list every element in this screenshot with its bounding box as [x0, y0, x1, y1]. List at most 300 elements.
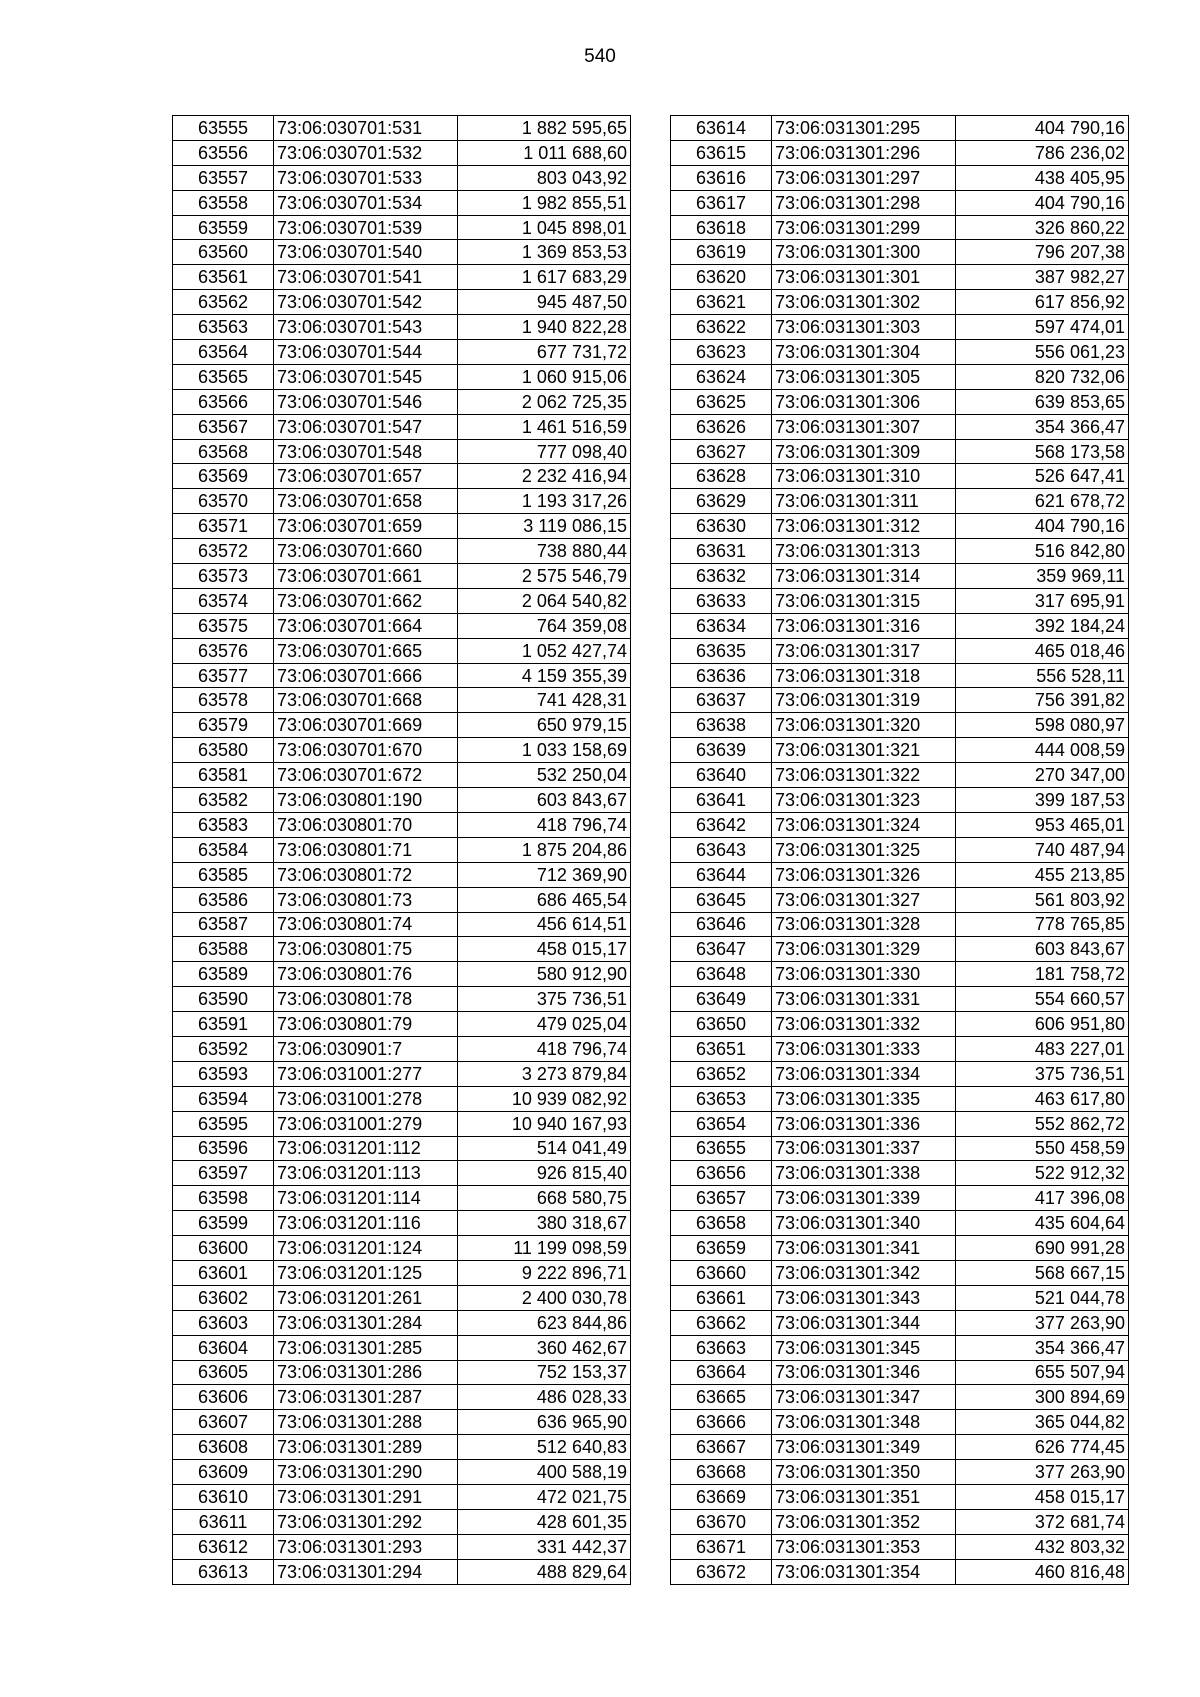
- table-row: [173, 1211, 631, 1236]
- value-cell: 521 044,78: [956, 1285, 1129, 1310]
- table-row: [671, 116, 1129, 141]
- cadastral-number-cell: 73:06:030701:546: [274, 389, 458, 414]
- value-cell: 752 153,37: [458, 1360, 631, 1385]
- row-number-cell: 63630: [671, 514, 772, 539]
- table-row: [671, 1335, 1129, 1360]
- value-cell: 444 008,59: [956, 738, 1129, 763]
- table-row: [671, 1310, 1129, 1335]
- cadastral-number-cell: 73:06:031301:319: [772, 688, 956, 713]
- row-number-cell: 63599: [173, 1211, 274, 1236]
- row-number-cell: 63611: [173, 1509, 274, 1534]
- cadastral-number-cell: 73:06:031301:312: [772, 514, 956, 539]
- cadastral-number-cell: 73:06:031301:320: [772, 713, 956, 738]
- cadastral-number-cell: 73:06:031301:294: [274, 1559, 458, 1584]
- cadastral-number-cell: 73:06:031301:290: [274, 1460, 458, 1485]
- cadastral-number-cell: 73:06:031301:328: [772, 912, 956, 937]
- table-row: [671, 1012, 1129, 1037]
- row-number-cell: 63561: [173, 265, 274, 290]
- table-row: [671, 190, 1129, 215]
- cadastral-number-cell: 73:06:031301:299: [772, 215, 956, 240]
- table-row: [173, 489, 631, 514]
- cadastral-number-cell: 73:06:030701:664: [274, 613, 458, 638]
- row-number-cell: 63637: [671, 688, 772, 713]
- cadastral-number-cell: 73:06:030701:668: [274, 688, 458, 713]
- cadastral-number-cell: 73:06:031301:291: [274, 1484, 458, 1509]
- cadastral-number-cell: 73:06:031301:317: [772, 638, 956, 663]
- cadastral-number-cell: 73:06:031301:303: [772, 315, 956, 340]
- row-number-cell: 63626: [671, 414, 772, 439]
- row-number-cell: 63652: [671, 1061, 772, 1086]
- row-number-cell: 63575: [173, 613, 274, 638]
- table-row: [173, 414, 631, 439]
- value-cell: 1 369 853,53: [458, 240, 631, 265]
- value-cell: 764 359,08: [458, 613, 631, 638]
- table-row: [173, 215, 631, 240]
- row-number-cell: 63647: [671, 937, 772, 962]
- cadastral-number-cell: 73:06:031201:113: [274, 1161, 458, 1186]
- table-row: [671, 464, 1129, 489]
- table-row: [173, 962, 631, 987]
- table-row: [671, 140, 1129, 165]
- cadastral-number-cell: 73:06:031301:304: [772, 340, 956, 365]
- cadastral-number-cell: 73:06:031301:302: [772, 290, 956, 315]
- table-row: [173, 862, 631, 887]
- table-row: [173, 788, 631, 813]
- table-row: [173, 116, 631, 141]
- table-row: [671, 165, 1129, 190]
- table-row: [671, 862, 1129, 887]
- row-number-cell: 63598: [173, 1186, 274, 1211]
- cadastral-number-cell: 73:06:031301:287: [274, 1385, 458, 1410]
- row-number-cell: 63670: [671, 1509, 772, 1534]
- cadastral-number-cell: 73:06:031201:112: [274, 1136, 458, 1161]
- value-cell: 945 487,50: [458, 290, 631, 315]
- value-cell: 432 803,32: [956, 1534, 1129, 1559]
- row-number-cell: 63592: [173, 1036, 274, 1061]
- table-row: [173, 987, 631, 1012]
- table-row: [173, 1509, 631, 1534]
- value-cell: 417 396,08: [956, 1186, 1129, 1211]
- row-number-cell: 63616: [671, 165, 772, 190]
- value-cell: 668 580,75: [458, 1186, 631, 1211]
- value-cell: 778 765,85: [956, 912, 1129, 937]
- value-cell: 598 080,97: [956, 713, 1129, 738]
- table-row: [173, 1435, 631, 1460]
- row-number-cell: 63596: [173, 1136, 274, 1161]
- row-number-cell: 63568: [173, 439, 274, 464]
- value-cell: 354 366,47: [956, 1335, 1129, 1360]
- page-number: 540: [584, 46, 616, 67]
- cadastral-number-cell: 73:06:031301:353: [772, 1534, 956, 1559]
- row-number-cell: 63601: [173, 1260, 274, 1285]
- cadastral-number-cell: 73:06:031201:125: [274, 1260, 458, 1285]
- row-number-cell: 63570: [173, 489, 274, 514]
- table-row: [173, 763, 631, 788]
- row-number-cell: 63656: [671, 1161, 772, 1186]
- row-number-cell: 63627: [671, 439, 772, 464]
- row-number-cell: 63606: [173, 1385, 274, 1410]
- cadastral-number-cell: 73:06:031301:323: [772, 788, 956, 813]
- value-cell: 526 647,41: [956, 464, 1129, 489]
- row-number-cell: 63588: [173, 937, 274, 962]
- row-number-cell: 63643: [671, 837, 772, 862]
- cadastral-number-cell: 73:06:031301:333: [772, 1036, 956, 1061]
- table-row: [671, 265, 1129, 290]
- table-row: [671, 489, 1129, 514]
- value-cell: 404 790,16: [956, 514, 1129, 539]
- table-row: [671, 613, 1129, 638]
- row-number-cell: 63562: [173, 290, 274, 315]
- table-row: [173, 738, 631, 763]
- row-number-cell: 63619: [671, 240, 772, 265]
- cadastral-number-cell: 73:06:031301:332: [772, 1012, 956, 1037]
- value-cell: 1 617 683,29: [458, 265, 631, 290]
- cadastral-number-cell: 73:06:031301:322: [772, 763, 956, 788]
- value-cell: 2 062 725,35: [458, 389, 631, 414]
- value-cell: 11 199 098,59: [458, 1236, 631, 1261]
- value-cell: 512 640,83: [458, 1435, 631, 1460]
- table-row: [173, 887, 631, 912]
- cadastral-number-cell: 73:06:031301:300: [772, 240, 956, 265]
- cadastral-number-cell: 73:06:031001:278: [274, 1086, 458, 1111]
- table-row: [671, 439, 1129, 464]
- cadastral-number-cell: 73:06:030801:70: [274, 812, 458, 837]
- value-cell: 300 894,69: [956, 1385, 1129, 1410]
- value-cell: 458 015,17: [956, 1484, 1129, 1509]
- row-number-cell: 63566: [173, 389, 274, 414]
- value-cell: 418 796,74: [458, 1036, 631, 1061]
- table-row: [173, 1260, 631, 1285]
- cadastral-number-cell: 73:06:030801:190: [274, 788, 458, 813]
- cadastral-number-cell: 73:06:031301:284: [274, 1310, 458, 1335]
- row-number-cell: 63590: [173, 987, 274, 1012]
- value-cell: 712 369,90: [458, 862, 631, 887]
- cadastral-number-cell: 73:06:031301:346: [772, 1360, 956, 1385]
- cadastral-number-cell: 73:06:030801:78: [274, 987, 458, 1012]
- table-row: [671, 215, 1129, 240]
- cadastral-number-cell: 73:06:031301:345: [772, 1335, 956, 1360]
- cadastral-number-cell: 73:06:031301:340: [772, 1211, 956, 1236]
- row-number-cell: 63604: [173, 1335, 274, 1360]
- cadastral-number-cell: 73:06:031301:315: [772, 588, 956, 613]
- row-number-cell: 63632: [671, 564, 772, 589]
- value-cell: 556 528,11: [956, 663, 1129, 688]
- row-number-cell: 63635: [671, 638, 772, 663]
- table-row: [671, 290, 1129, 315]
- table-row: [671, 1136, 1129, 1161]
- row-number-cell: 63629: [671, 489, 772, 514]
- cadastral-number-cell: 73:06:031301:285: [274, 1335, 458, 1360]
- cadastral-number-cell: 73:06:031301:335: [772, 1086, 956, 1111]
- value-cell: 392 184,24: [956, 613, 1129, 638]
- row-number-cell: 63593: [173, 1061, 274, 1086]
- table-row: [173, 1410, 631, 1435]
- table-row: [173, 937, 631, 962]
- cadastral-number-cell: 73:06:031301:348: [772, 1410, 956, 1435]
- cadastral-number-cell: 73:06:031301:313: [772, 539, 956, 564]
- cadastral-number-cell: 73:06:030701:665: [274, 638, 458, 663]
- row-number-cell: 63595: [173, 1111, 274, 1136]
- cadastral-number-cell: 73:06:030801:72: [274, 862, 458, 887]
- cadastral-number-cell: 73:06:030701:657: [274, 464, 458, 489]
- table-row: [671, 1410, 1129, 1435]
- row-number-cell: 63564: [173, 340, 274, 365]
- value-cell: 1 045 898,01: [458, 215, 631, 240]
- value-cell: 1 060 915,06: [458, 364, 631, 389]
- row-number-cell: 63640: [671, 763, 772, 788]
- table-row: [671, 1086, 1129, 1111]
- cadastral-number-cell: 73:06:031301:296: [772, 140, 956, 165]
- table-row: [671, 1211, 1129, 1236]
- row-number-cell: 63582: [173, 788, 274, 813]
- value-cell: 365 044,82: [956, 1410, 1129, 1435]
- row-number-cell: 63614: [671, 116, 772, 141]
- registry-table-left-body: [173, 116, 631, 1585]
- row-number-cell: 63663: [671, 1335, 772, 1360]
- cadastral-number-cell: 73:06:031301:343: [772, 1285, 956, 1310]
- table-row: [173, 1161, 631, 1186]
- table-row: [173, 1236, 631, 1261]
- table-row: [671, 1484, 1129, 1509]
- value-cell: 438 405,95: [956, 165, 1129, 190]
- value-cell: 568 173,58: [956, 439, 1129, 464]
- table-row: [173, 464, 631, 489]
- value-cell: 597 474,01: [956, 315, 1129, 340]
- row-number-cell: 63658: [671, 1211, 772, 1236]
- row-number-cell: 63662: [671, 1310, 772, 1335]
- cadastral-number-cell: 73:06:030801:79: [274, 1012, 458, 1037]
- table-row: [173, 588, 631, 613]
- row-number-cell: 63613: [173, 1559, 274, 1584]
- table-row: [671, 937, 1129, 962]
- table-row: [671, 1435, 1129, 1460]
- table-row: [173, 340, 631, 365]
- value-cell: 486 028,33: [458, 1385, 631, 1410]
- table-row: [173, 638, 631, 663]
- value-cell: 326 860,22: [956, 215, 1129, 240]
- value-cell: 460 816,48: [956, 1559, 1129, 1584]
- cadastral-number-cell: 73:06:030701:543: [274, 315, 458, 340]
- cadastral-number-cell: 73:06:031301:341: [772, 1236, 956, 1261]
- value-cell: 483 227,01: [956, 1036, 1129, 1061]
- row-number-cell: 63624: [671, 364, 772, 389]
- row-number-cell: 63646: [671, 912, 772, 937]
- table-row: [173, 1385, 631, 1410]
- row-number-cell: 63655: [671, 1136, 772, 1161]
- row-number-cell: 63668: [671, 1460, 772, 1485]
- row-number-cell: 63645: [671, 887, 772, 912]
- row-number-cell: 63617: [671, 190, 772, 215]
- value-cell: 400 588,19: [458, 1460, 631, 1485]
- value-cell: 1 193 317,26: [458, 489, 631, 514]
- row-number-cell: 63557: [173, 165, 274, 190]
- cadastral-number-cell: 73:06:030701:548: [274, 439, 458, 464]
- table-row: [671, 763, 1129, 788]
- table-row: [671, 1036, 1129, 1061]
- cadastral-number-cell: 73:06:030701:659: [274, 514, 458, 539]
- value-cell: 4 159 355,39: [458, 663, 631, 688]
- value-cell: 1 033 158,69: [458, 738, 631, 763]
- value-cell: 317 695,91: [956, 588, 1129, 613]
- row-number-cell: 63567: [173, 414, 274, 439]
- table-row: [671, 1559, 1129, 1584]
- row-number-cell: 63586: [173, 887, 274, 912]
- cadastral-number-cell: 73:06:030701:660: [274, 539, 458, 564]
- value-cell: 375 736,51: [956, 1061, 1129, 1086]
- table-row: [173, 1460, 631, 1485]
- value-cell: 561 803,92: [956, 887, 1129, 912]
- value-cell: 377 263,90: [956, 1310, 1129, 1335]
- cadastral-number-cell: 73:06:031301:316: [772, 613, 956, 638]
- cadastral-number-cell: 73:06:031301:324: [772, 812, 956, 837]
- table-row: [173, 613, 631, 638]
- value-cell: 556 061,23: [956, 340, 1129, 365]
- table-row: [173, 1012, 631, 1037]
- table-row: [671, 588, 1129, 613]
- value-cell: 270 347,00: [956, 763, 1129, 788]
- value-cell: 741 428,31: [458, 688, 631, 713]
- row-number-cell: 63577: [173, 663, 274, 688]
- value-cell: 626 774,45: [956, 1435, 1129, 1460]
- value-cell: 404 790,16: [956, 190, 1129, 215]
- value-cell: 621 678,72: [956, 489, 1129, 514]
- value-cell: 455 213,85: [956, 862, 1129, 887]
- cadastral-number-cell: 73:06:030901:7: [274, 1036, 458, 1061]
- value-cell: 1 882 595,65: [458, 116, 631, 141]
- cadastral-number-cell: 73:06:031301:349: [772, 1435, 956, 1460]
- value-cell: 418 796,74: [458, 812, 631, 837]
- value-cell: 1 940 822,28: [458, 315, 631, 340]
- row-number-cell: 63578: [173, 688, 274, 713]
- value-cell: 603 843,67: [956, 937, 1129, 962]
- table-row: [671, 738, 1129, 763]
- value-cell: 3 273 879,84: [458, 1061, 631, 1086]
- table-row: [671, 1285, 1129, 1310]
- value-cell: 2 400 030,78: [458, 1285, 631, 1310]
- row-number-cell: 63587: [173, 912, 274, 937]
- row-number-cell: 63651: [671, 1036, 772, 1061]
- value-cell: 677 731,72: [458, 340, 631, 365]
- row-number-cell: 63597: [173, 1161, 274, 1186]
- cadastral-number-cell: 73:06:031301:337: [772, 1136, 956, 1161]
- cadastral-number-cell: 73:06:031301:289: [274, 1435, 458, 1460]
- table-row: [671, 364, 1129, 389]
- cadastral-number-cell: 73:06:031201:261: [274, 1285, 458, 1310]
- value-cell: 738 880,44: [458, 539, 631, 564]
- row-number-cell: 63558: [173, 190, 274, 215]
- value-cell: 458 015,17: [458, 937, 631, 962]
- value-cell: 181 758,72: [956, 962, 1129, 987]
- table-row: [173, 514, 631, 539]
- row-number-cell: 63671: [671, 1534, 772, 1559]
- value-cell: 532 250,04: [458, 763, 631, 788]
- row-number-cell: 63610: [173, 1484, 274, 1509]
- value-cell: 803 043,92: [458, 165, 631, 190]
- cadastral-number-cell: 73:06:030801:76: [274, 962, 458, 987]
- value-cell: 690 991,28: [956, 1236, 1129, 1261]
- value-cell: 926 815,40: [458, 1161, 631, 1186]
- row-number-cell: 63589: [173, 962, 274, 987]
- value-cell: 428 601,35: [458, 1509, 631, 1534]
- value-cell: 10 940 167,93: [458, 1111, 631, 1136]
- row-number-cell: 63649: [671, 987, 772, 1012]
- table-row: [671, 564, 1129, 589]
- row-number-cell: 63659: [671, 1236, 772, 1261]
- cadastral-number-cell: 73:06:031301:334: [772, 1061, 956, 1086]
- cadastral-number-cell: 73:06:031301:342: [772, 1260, 956, 1285]
- table-row: [173, 713, 631, 738]
- cadastral-number-cell: 73:06:030701:547: [274, 414, 458, 439]
- cadastral-number-cell: 73:06:030701:544: [274, 340, 458, 365]
- cadastral-number-cell: 73:06:030701:662: [274, 588, 458, 613]
- cadastral-number-cell: 73:06:030701:533: [274, 165, 458, 190]
- value-cell: 820 732,06: [956, 364, 1129, 389]
- table-row: [671, 1460, 1129, 1485]
- value-cell: 606 951,80: [956, 1012, 1129, 1037]
- row-number-cell: 63653: [671, 1086, 772, 1111]
- cadastral-number-cell: 73:06:031301:292: [274, 1509, 458, 1534]
- value-cell: 472 021,75: [458, 1484, 631, 1509]
- row-number-cell: 63621: [671, 290, 772, 315]
- value-cell: 360 462,67: [458, 1335, 631, 1360]
- value-cell: 404 790,16: [956, 116, 1129, 141]
- cadastral-number-cell: 73:06:031301:295: [772, 116, 956, 141]
- cadastral-number-cell: 73:06:031301:309: [772, 439, 956, 464]
- row-number-cell: 63591: [173, 1012, 274, 1037]
- cadastral-number-cell: 73:06:030701:532: [274, 140, 458, 165]
- value-cell: 465 018,46: [956, 638, 1129, 663]
- table-row: [671, 1360, 1129, 1385]
- cadastral-number-cell: 73:06:031301:307: [772, 414, 956, 439]
- cadastral-number-cell: 73:06:031301:311: [772, 489, 956, 514]
- row-number-cell: 63623: [671, 340, 772, 365]
- row-number-cell: 63622: [671, 315, 772, 340]
- table-row: [671, 414, 1129, 439]
- value-cell: 488 829,64: [458, 1559, 631, 1584]
- cadastral-number-cell: 73:06:031301:325: [772, 837, 956, 862]
- value-cell: 2 064 540,82: [458, 588, 631, 613]
- cadastral-number-cell: 73:06:031201:116: [274, 1211, 458, 1236]
- row-number-cell: 63639: [671, 738, 772, 763]
- row-number-cell: 63565: [173, 364, 274, 389]
- value-cell: 3 119 086,15: [458, 514, 631, 539]
- value-cell: 380 318,67: [458, 1211, 631, 1236]
- table-row: [173, 1036, 631, 1061]
- cadastral-number-cell: 73:06:030701:669: [274, 713, 458, 738]
- registry-table-right-body: [671, 116, 1129, 1585]
- cadastral-number-cell: 73:06:031301:336: [772, 1111, 956, 1136]
- cadastral-number-cell: 73:06:031301:305: [772, 364, 956, 389]
- table-row: [671, 962, 1129, 987]
- row-number-cell: 63625: [671, 389, 772, 414]
- table-row: [671, 340, 1129, 365]
- table-row: [173, 364, 631, 389]
- value-cell: 655 507,94: [956, 1360, 1129, 1385]
- row-number-cell: 63669: [671, 1484, 772, 1509]
- cadastral-number-cell: 73:06:031301:352: [772, 1509, 956, 1534]
- row-number-cell: 63584: [173, 837, 274, 862]
- value-cell: 514 041,49: [458, 1136, 631, 1161]
- row-number-cell: 63574: [173, 588, 274, 613]
- row-number-cell: 63603: [173, 1310, 274, 1335]
- cadastral-number-cell: 73:06:031301:354: [772, 1559, 956, 1584]
- table-row: [173, 1484, 631, 1509]
- cadastral-number-cell: 73:06:030801:73: [274, 887, 458, 912]
- row-number-cell: 63657: [671, 1186, 772, 1211]
- row-number-cell: 63660: [671, 1260, 772, 1285]
- table-row: [173, 1061, 631, 1086]
- table-row: [671, 514, 1129, 539]
